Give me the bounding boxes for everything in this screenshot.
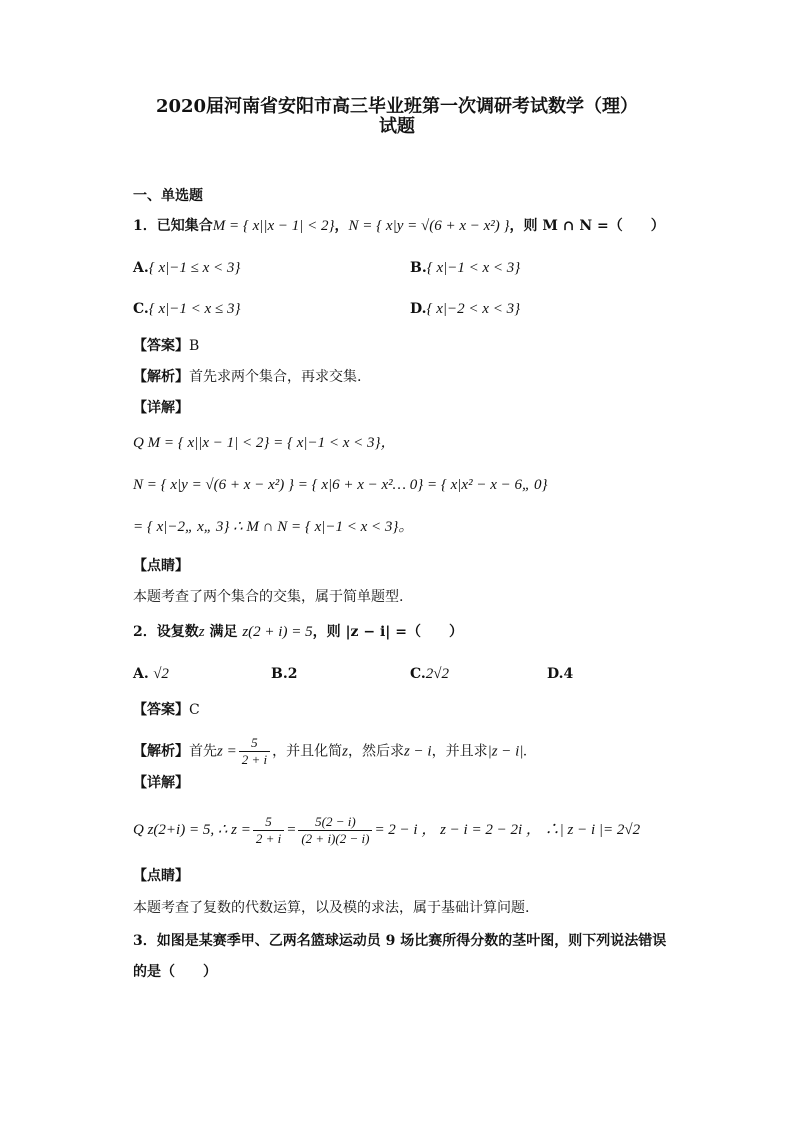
q1-comment-tag: 【点睛】 <box>133 558 189 574</box>
q2-detail-line <box>133 812 640 848</box>
q1-option-c <box>133 299 240 319</box>
q1-option-a-text: { x|−1 ≤ x < 3} <box>148 260 241 276</box>
q1-detail-line3: = { x|−2„ x„ 3} ∴ M ∩ N = { x|−1 < x < 3}。 <box>133 519 414 535</box>
q2-analysis-mid2: ，然后求 <box>347 743 404 760</box>
q2-analysis-mid: ，并且化简 <box>272 743 343 760</box>
q2-option-a-text: √2 <box>153 666 169 682</box>
q2-stem-mid: 满足 <box>204 624 243 640</box>
q2-option-b-text: 2 <box>287 666 298 682</box>
q1-option-a <box>133 258 240 278</box>
q1-detail-tag: 【详解】 <box>133 400 189 416</box>
document-title-line2: 试题 <box>379 116 415 137</box>
q2-option-b <box>271 664 297 684</box>
q2-option-d-label: D. <box>547 666 564 682</box>
q1-analysis-text: 首先求两个集合，再求交集. <box>189 369 362 385</box>
q2-comment-tag: 【点睛】 <box>133 868 189 884</box>
q3-stem-line2: 的是（ ） <box>133 964 217 980</box>
q2-analysis-fraction <box>239 735 270 768</box>
q1-stem-suffix: ，则 M ∩ N =（ ） <box>509 218 665 234</box>
q2-option-b-label: B. <box>271 666 288 682</box>
q1-analysis-tag: 【解析】 <box>133 369 189 385</box>
q1-stem <box>133 216 665 236</box>
q2-option-c <box>410 664 449 684</box>
q2-analysis-z2: z <box>342 743 348 760</box>
q2-detail-a: Q z(2+i) = 5, ∴ z = <box>133 822 251 838</box>
q3-stem-line1: 3．如图是某赛季甲、乙两名篮球运动员 9 场比赛所得分数的茎叶图，则下列说法错误 <box>133 933 667 949</box>
q2-analysis-zi: z − i <box>403 743 432 760</box>
q1-detail-line1: Q M = { x||x − 1| < 2} = { x|−1 < x < 3}， <box>133 435 396 451</box>
q2-option-d <box>547 664 573 684</box>
q1-option-a-label: A. <box>133 260 149 276</box>
q2-detail-tag: 【详解】 <box>133 775 189 791</box>
q1-option-c-text: { x|−1 < x ≤ 3} <box>148 301 241 317</box>
q2-analysis-prefix: 首先 <box>189 743 217 760</box>
q2-detail-f1-den: 2 + i <box>255 830 282 846</box>
q2-stem-suffix: ，则 |z − i| =（ ） <box>312 624 464 640</box>
q2-answer <box>133 700 200 720</box>
q1-analysis <box>133 367 361 387</box>
q2-detail-f2-den: (2 + i)(2 − i) <box>301 830 370 846</box>
q2-answer-value: C <box>189 702 200 718</box>
q2-analysis-frac-num: 5 <box>239 735 270 752</box>
q2-answer-tag: 【答案】 <box>133 702 189 718</box>
q2-analysis-z: z = <box>217 743 237 760</box>
q1-comment-text: 本题考查了两个集合的交集，属于简单题型. <box>133 589 404 605</box>
q2-detail-f1-num: 5 <box>253 814 284 831</box>
document-title: 2020届河南省安阳市高三毕业班第一次调研考试数学（理） <box>155 96 639 117</box>
q2-stem-eq: z(2 + i) = 5 <box>242 624 313 640</box>
q1-option-b-label: B. <box>410 260 427 276</box>
q1-option-d-text: { x|−2 < x < 3} <box>426 301 521 317</box>
q1-option-b <box>410 258 520 278</box>
q2-detail-b: = 2 − i ， z − i = 2 − 2i ， ∴| z − i |= 2√2 <box>374 822 641 838</box>
q2-option-a-label: A. <box>133 666 149 682</box>
q2-option-c-text: 2√2 <box>425 666 450 682</box>
q2-option-a <box>133 664 169 684</box>
q2-analysis-abs: |z − i|. <box>487 743 528 760</box>
q1-answer-value: B <box>189 338 200 354</box>
q2-detail-fraction2 <box>298 814 372 847</box>
q2-detail-eq: = <box>286 822 297 838</box>
q1-option-d-label: D. <box>410 301 427 317</box>
q1-detail-line2: N = { x|y = √(6 + x − x²) } = { x|6 + x − x²… 0} = { x|x² − x − 6„ 0} <box>133 477 548 493</box>
q2-analysis-frac-den: 2 + i <box>241 752 268 767</box>
q2-comment-text: 本题考查了复数的代数运算，以及模的求法，属于基础计算问题. <box>133 900 530 916</box>
q2-analysis <box>133 735 527 768</box>
q1-answer <box>133 336 199 356</box>
q2-detail-f2-num: 5(2 − i) <box>298 814 372 831</box>
q1-option-c-label: C. <box>133 301 149 317</box>
q1-option-d <box>410 299 520 319</box>
q2-detail-fraction1 <box>253 814 284 847</box>
section-heading: 一、单选题 <box>133 188 203 204</box>
q1-option-b-text: { x|−1 < x < 3} <box>426 260 521 276</box>
q2-analysis-mid3: ，并且求 <box>431 743 488 760</box>
q2-stem-z: z <box>198 624 205 640</box>
q1-set-m: M = { x||x − 1| < 2} <box>212 218 335 234</box>
q2-stem <box>133 622 463 642</box>
q2-option-c-label: C. <box>410 666 426 682</box>
q1-sep: ， <box>334 218 349 234</box>
q1-answer-tag: 【答案】 <box>133 338 189 354</box>
q1-set-n: N = { x|y = √(6 + x − x²) } <box>348 218 510 234</box>
q2-analysis-tag: 【解析】 <box>133 743 189 760</box>
q2-option-d-text: 4 <box>563 666 574 682</box>
q2-stem-prefix: 2．设复数 <box>133 624 199 640</box>
q1-stem-prefix: 1．已知集合 <box>133 218 213 234</box>
